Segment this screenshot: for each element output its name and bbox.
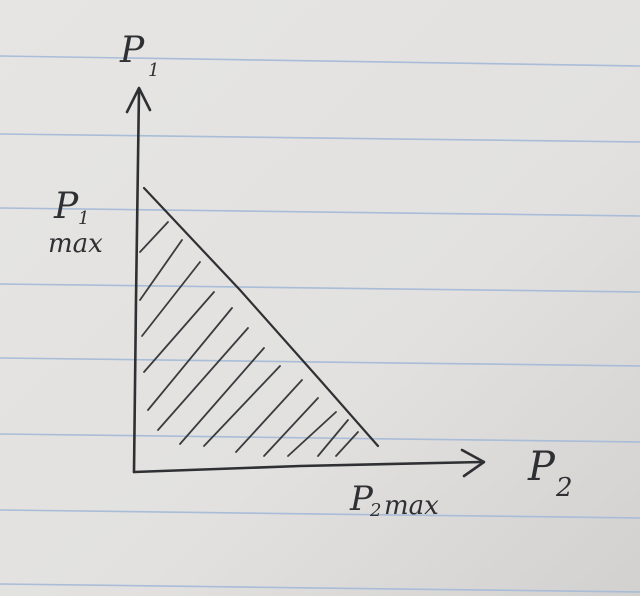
x-intercept-label-suffix: max — [384, 491, 439, 521]
y-intercept-label-suffix: max — [48, 229, 103, 259]
x-intercept-label-subscript: 2 — [370, 500, 382, 521]
x-axis-label-letter: P — [528, 444, 555, 490]
x-axis-label-subscript: 2 — [556, 473, 573, 503]
y-intercept-label-letter: P — [54, 186, 79, 227]
y-axis-label-letter: P — [120, 30, 145, 71]
x-intercept-label-letter: P — [350, 479, 373, 519]
y-axis-label-subscript: 1 — [148, 60, 160, 81]
y-intercept-label-subscript: 1 — [78, 208, 90, 229]
